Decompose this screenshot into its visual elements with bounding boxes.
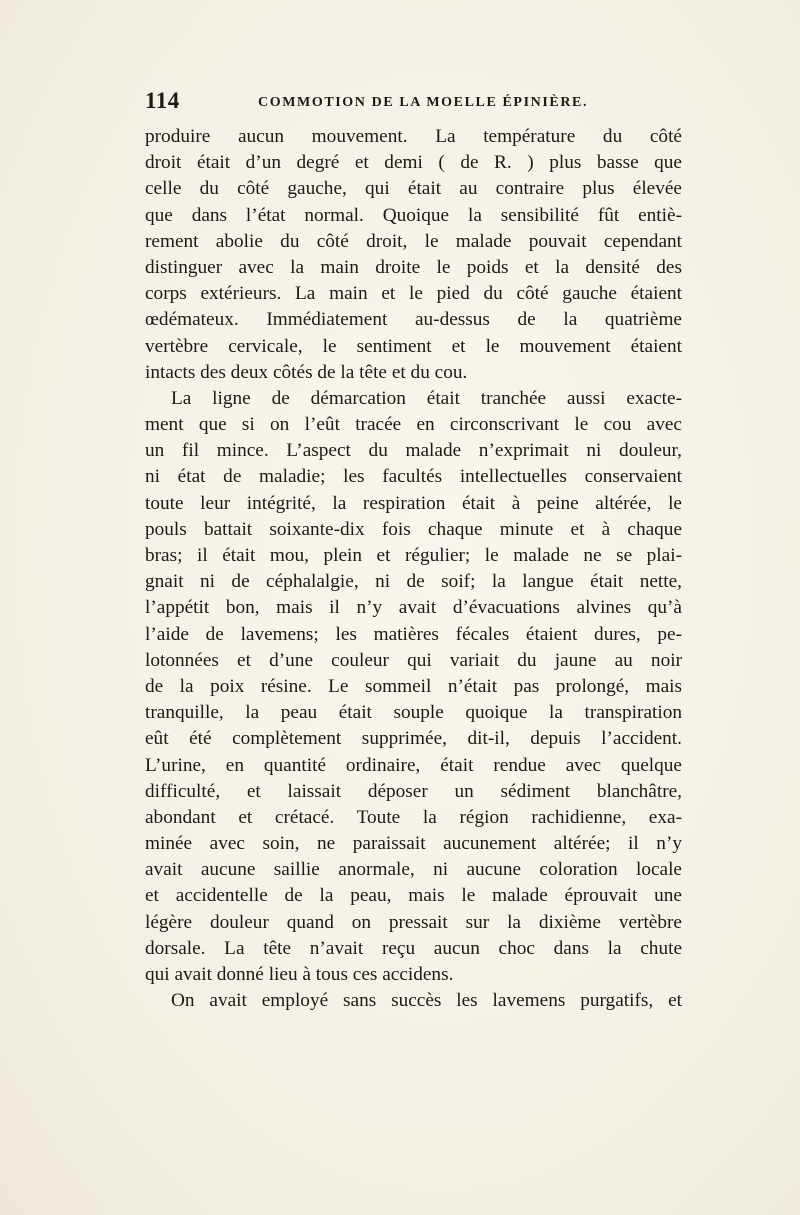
text-line: eût été complètement supprimée, dit-il, depuis l’accident. — [145, 728, 682, 750]
text-line: ment que si on l’eût tracée en circonscrivant le cou avec — [145, 414, 682, 436]
text-line: l’aide de lavemens; les matières fécales étaient dures, pe- — [145, 623, 682, 645]
text-line: que dans l’état normal. Quoique la sensibilité fût entiè- — [145, 204, 682, 226]
text-line: L’urine, en quantité ordinaire, était rendue avec quelque — [145, 754, 682, 776]
text-line: La ligne de démarcation était tranchée aussi exacte- — [171, 387, 682, 409]
text-line: produire aucun mouvement. La température du côté — [145, 126, 682, 147]
page-number: 114 — [145, 88, 180, 113]
text-line: et accidentelle de la peau, mais le malade éprouvait une — [145, 885, 682, 907]
text-line: tranquille, la peau était souple quoique la transpiration — [145, 702, 682, 724]
text-line: ni état de maladie; les facultés intellectuelles conservaient — [145, 466, 682, 488]
text-line: lotonnées et d’une couleur qui variait du jaune au noir — [145, 649, 682, 671]
text-line: vertèbre cervicale, le sentiment et le mouvement étaient — [145, 335, 682, 357]
text-line: toute leur intégrité, la respiration était à peine altérée, le — [145, 492, 682, 514]
text-line: gnait ni de céphalalgie, ni de soif; la langue était nette, — [145, 571, 682, 593]
paragraph-2 — [145, 386, 682, 988]
text-line: droit était d’un degré et demi ( de R. ) plus basse que — [145, 152, 682, 174]
paragraph-1 — [145, 124, 682, 386]
paragraph-3 — [145, 988, 682, 1014]
text-line: rement abolie du côté droit, le malade pouvait cependant — [145, 230, 682, 252]
text-line: dorsale. La tête n’avait reçu aucun choc dans la chute — [145, 937, 682, 959]
text-line: difficulté, et laissait déposer un sédiment blanchâtre, — [145, 780, 682, 802]
text-line: On avait employé sans succès les lavemens purgatifs, et — [171, 990, 682, 1012]
text-line: minée avec soin, ne paraissait aucunement altérée; il n’y — [145, 833, 682, 855]
page-header — [145, 88, 675, 116]
text-line: bras; il était mou, plein et régulier; le malade ne se plai- — [145, 545, 682, 566]
text-line: avait aucune saillie anormale, ni aucune coloration locale — [145, 859, 682, 881]
text-line: intacts des deux côtés de la tête et du cou. — [145, 361, 468, 383]
text-line: l’appétit bon, mais il n’y avait d’évacuations alvines qu’à — [145, 597, 682, 619]
text-line: œdémateux. Immédiatement au-dessus de la quatrième — [145, 309, 682, 331]
body-text — [145, 124, 682, 1014]
text-line: qui avait donné lieu à tous ces accidens. — [145, 964, 454, 985]
text-line: abondant et crétacé. Toute la région rachidienne, exa- — [145, 806, 682, 828]
text-line: corps extérieurs. La main et le pied du côté gauche étaient — [145, 283, 682, 305]
text-line: de la poix résine. Le sommeil n’était pas prolongé, mais — [145, 675, 682, 697]
text-line: distinguer avec la main droite le poids et la densité des — [145, 256, 682, 278]
text-line: légère douleur quand on pressait sur la dixième vertèbre — [145, 911, 682, 933]
text-line: un fil mince. L’aspect du malade n’exprimait ni douleur, — [145, 440, 682, 462]
running-head: COMMOTION DE LA MOELLE ÉPINIÈRE. — [258, 95, 589, 110]
text-line: pouls battait soixante-dix fois chaque minute et à chaque — [145, 518, 682, 540]
text-line: celle du côté gauche, qui était au contraire plus élevée — [145, 178, 682, 200]
